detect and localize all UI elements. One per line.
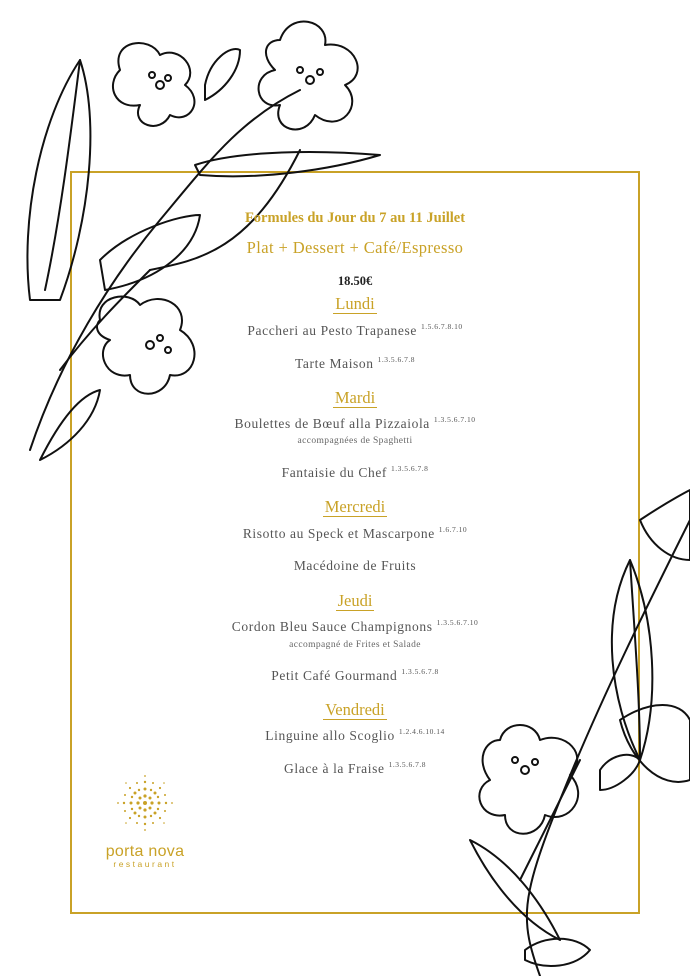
dish-item: Tarte Maison $^{1.3.5.6.7.8}$ xyxy=(295,355,415,371)
menu-price: 18.50€ xyxy=(337,274,373,288)
dish-note: accompagné de Frites et Salade xyxy=(289,640,421,650)
allergen-codes: 1.3.5.6.7.8 xyxy=(391,464,429,473)
logo-name: porta nova xyxy=(105,843,185,860)
allergen-codes: 1.3.5.6.7.10 xyxy=(433,415,476,424)
day-heading-mercredi: Mercredi xyxy=(324,497,386,516)
flower-bud xyxy=(525,939,590,966)
flower-bud xyxy=(205,49,240,100)
logo-mandala-icon xyxy=(110,772,180,834)
day-heading-lundi: Lundi xyxy=(335,294,375,313)
dish-item: Paccheri au Pesto Trapanese $^{1.5.6.7.8.10}$ xyxy=(247,322,463,338)
dish-item: Linguine allo Scoglio $^{1.2.4.6.10.14}$ xyxy=(265,727,445,743)
dish-item: Boulettes de Bœuf alla Pizzaiola $^{1.3.5.6.7.10}$ xyxy=(234,415,476,431)
allergen-codes: 1.3.5.6.7.8 xyxy=(401,667,439,676)
dish-item: Macédoine de Fruits xyxy=(293,558,417,573)
flower xyxy=(113,43,194,126)
flower xyxy=(259,21,358,129)
menu-subtitle: Plat + Dessert + Café/Espresso xyxy=(246,238,464,257)
allergen-codes: 1.2.4.6.10.14 xyxy=(398,727,445,736)
dish-item: Petit Café Gourmand $^{1.3.5.6.7.8}$ xyxy=(271,667,439,683)
allergen-codes: 1.3.5.6.7.8 xyxy=(388,760,426,769)
allergen-codes: 1.6.7.10 xyxy=(438,525,468,534)
day-heading-vendredi: Vendredi xyxy=(325,700,385,719)
dish-item: Cordon Bleu Sauce Champignons $^{1.3.5.6.7.10}$ xyxy=(231,618,479,634)
leaf xyxy=(640,490,690,560)
dish-item: Risotto au Speck et Mascarpone $^{1.6.7.10}$ xyxy=(242,525,468,541)
dish-item: Fantaisie du Chef $^{1.3.5.6.7.8}$ xyxy=(281,464,429,480)
allergen-codes: 1.5.6.7.8.10 xyxy=(420,322,463,331)
day-heading-mardi: Mardi xyxy=(334,388,376,407)
allergen-codes: 1.3.5.6.7.10 xyxy=(436,618,479,627)
logo-subtitle: restaurant xyxy=(113,859,177,869)
dish-item: Glace à la Fraise $^{1.3.5.6.7.8}$ xyxy=(284,760,426,776)
allergen-codes: 1.3.5.6.7.8 xyxy=(377,355,415,364)
day-heading-jeudi: Jeudi xyxy=(337,591,373,610)
restaurant-logo xyxy=(100,772,190,882)
dish-note: accompagnées de Spaghetti xyxy=(297,436,413,446)
menu-title: Formules du Jour du 7 au 11 Juillet xyxy=(244,210,466,226)
